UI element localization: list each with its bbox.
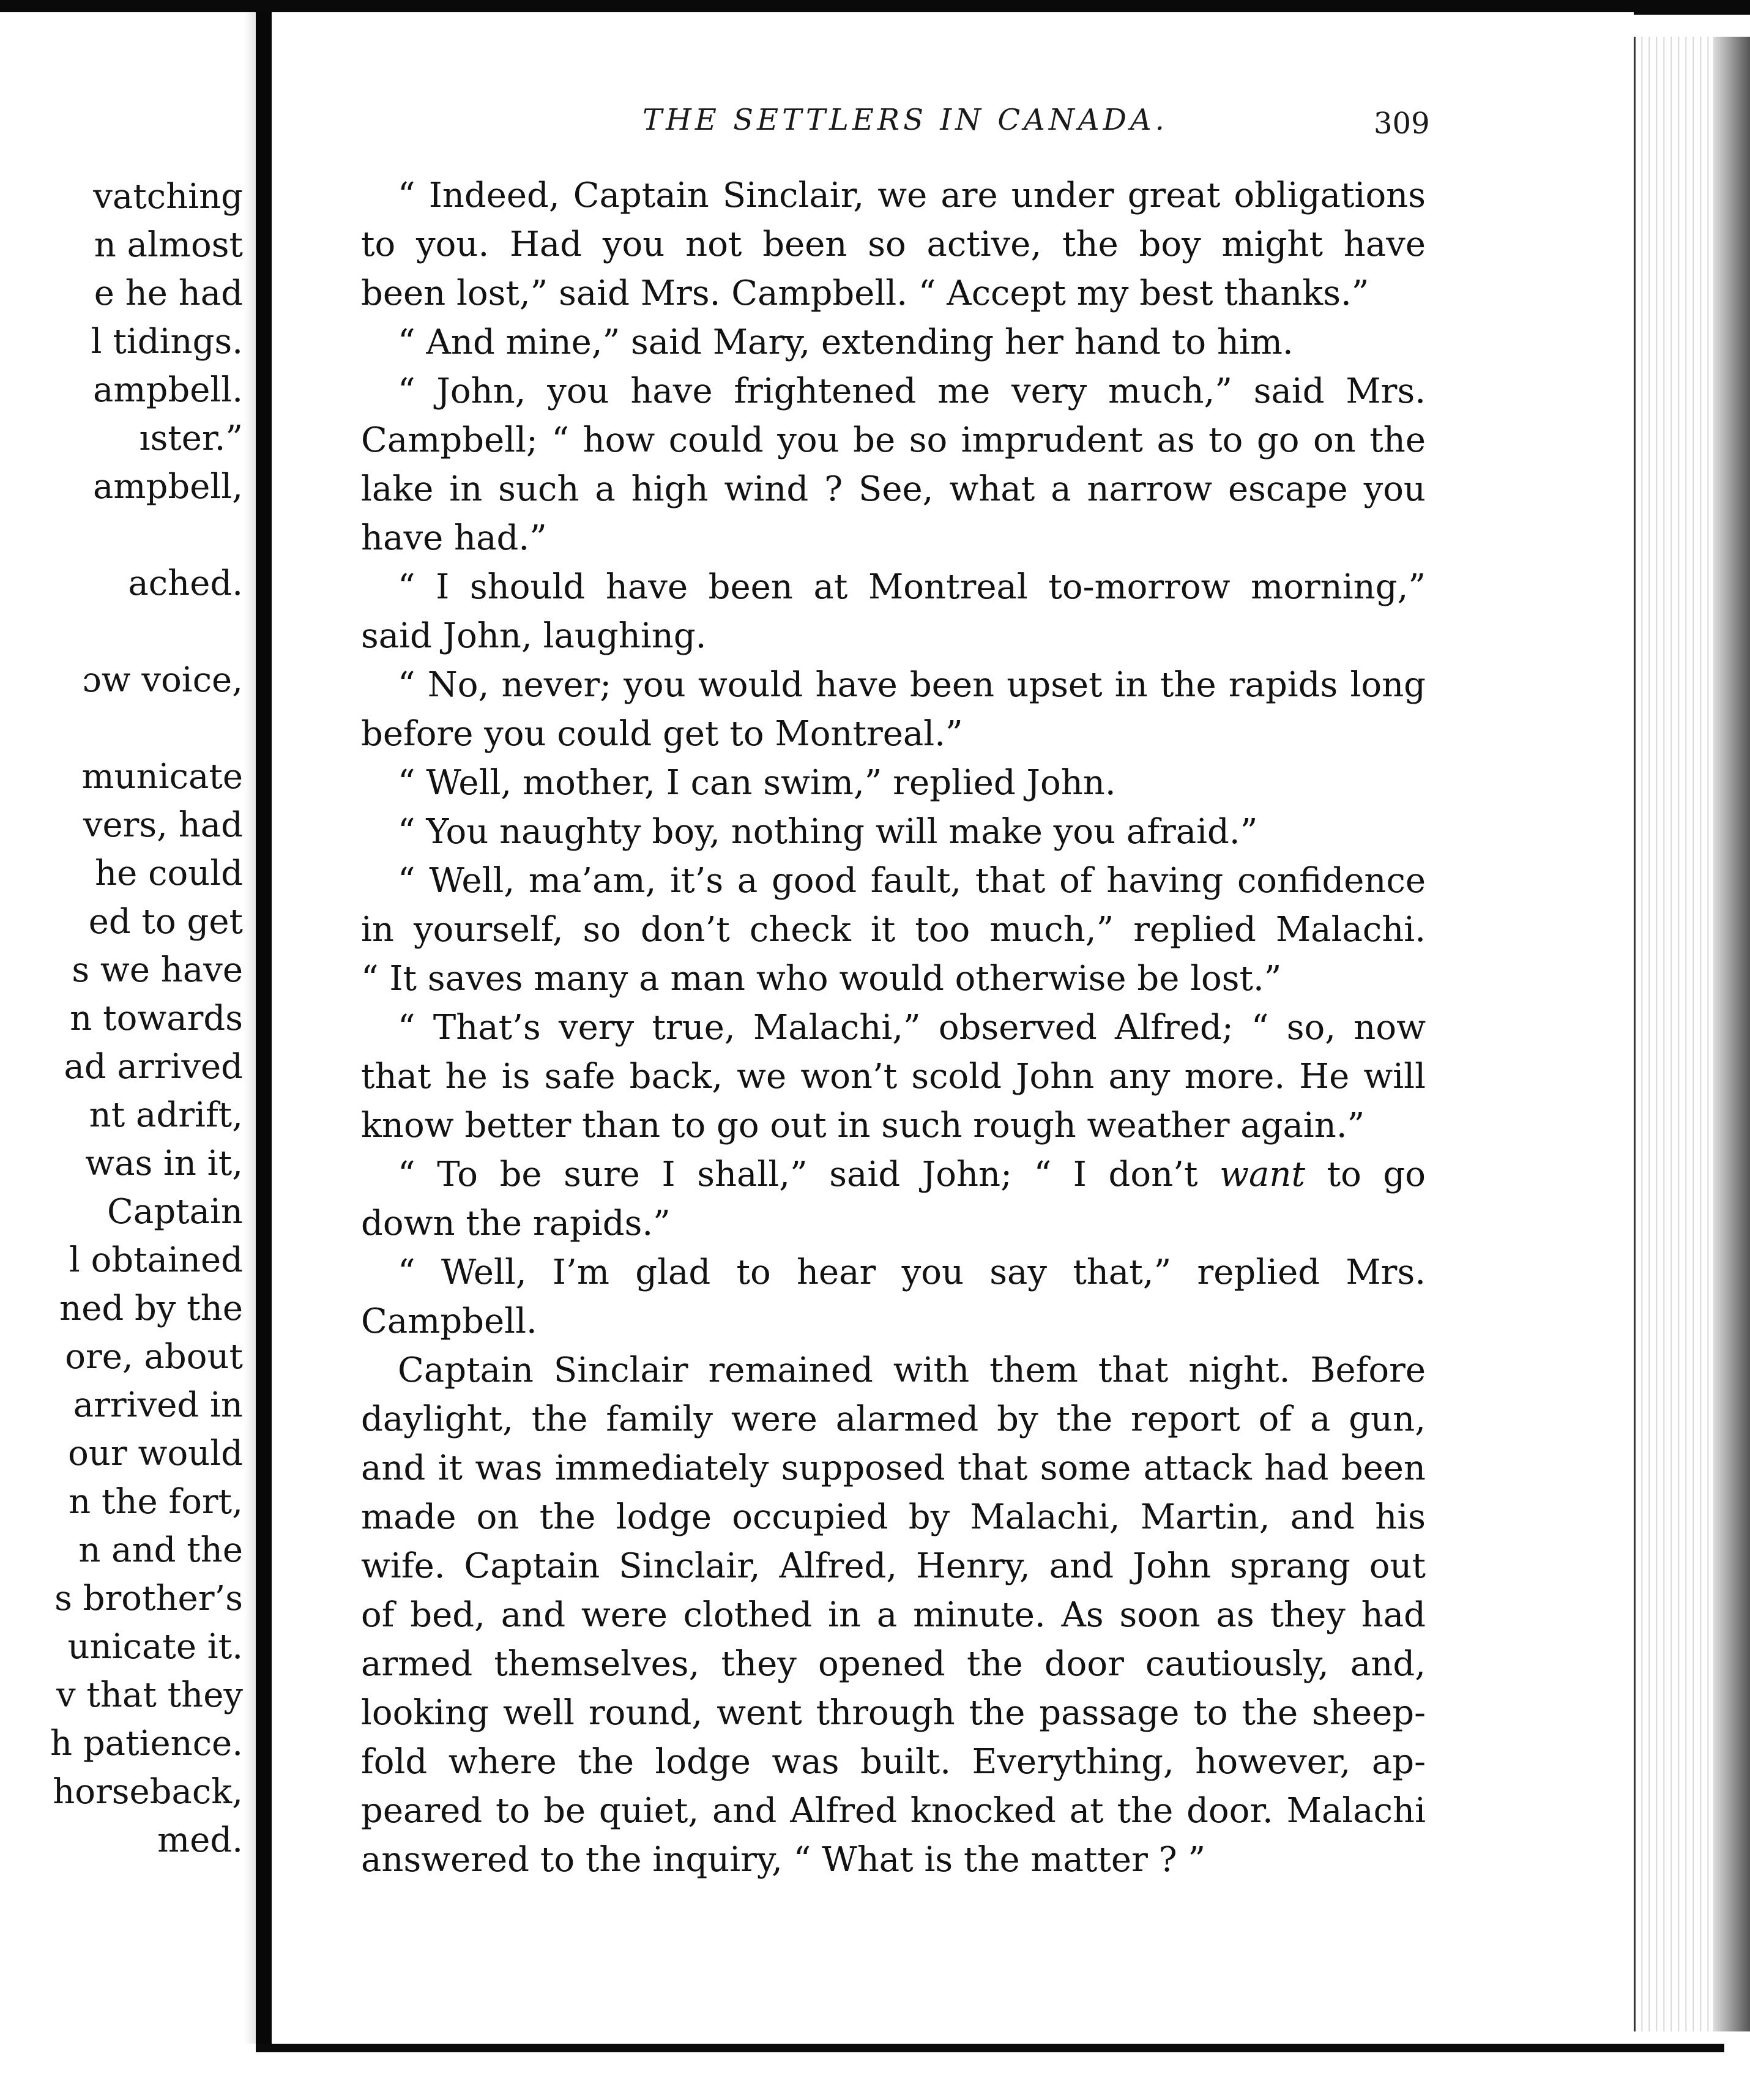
left-page-line: l obtained xyxy=(69,1240,243,1280)
text-line: before you could get to Montreal.” xyxy=(361,714,963,754)
text-line xyxy=(361,1150,1426,1199)
book-bottom-edge xyxy=(256,2044,1724,2052)
left-page-line: ampbell. xyxy=(93,370,243,410)
page-number: 309 xyxy=(1374,106,1430,141)
left-page-line: municate xyxy=(81,757,243,797)
left-page-line: ıster.” xyxy=(139,419,243,458)
text-line: been lost,” said Mrs. Campbell. “ Accept my best thanks.” xyxy=(361,274,1369,313)
left-page-line: n almost xyxy=(94,225,243,265)
text-line: wife. Captain Sinclair, Alfred, Henry, and John sprang out xyxy=(361,1546,1426,1586)
page-edges-shadow xyxy=(1713,37,1750,2031)
text-line: “ John, you have frightened me very much,” said Mrs. xyxy=(398,371,1426,411)
left-page-line: ampbell, xyxy=(93,467,243,507)
left-page-line: l tidings. xyxy=(91,322,243,362)
left-page-line: e he had xyxy=(94,274,243,313)
left-page-line: h patience. xyxy=(50,1724,243,1763)
text-line: fold where the lodge was built. Everything, however, ap- xyxy=(361,1742,1426,1782)
left-page-line: n towards xyxy=(70,999,243,1038)
left-page-line: vatching xyxy=(93,177,243,217)
text-line: in yourself, so don’t check it too much,” replied Malachi. xyxy=(361,910,1426,950)
left-page-line: n the fort, xyxy=(69,1482,243,1522)
left-page-line: s we have xyxy=(72,950,243,990)
left-page-line: vers, had xyxy=(83,805,243,845)
left-page-shadow xyxy=(244,12,256,2044)
left-page-line: ore, about xyxy=(65,1337,243,1377)
left-page-line: our would xyxy=(68,1434,243,1473)
text-run: “ To be sure I shall,” said John; “ I don’t xyxy=(398,1155,1220,1194)
left-page-line: s brother’s xyxy=(54,1579,243,1618)
text-line: “ No, never; you would have been upset in the rapids long xyxy=(398,665,1426,705)
text-line: Campbell. xyxy=(361,1301,537,1341)
left-page-line: was in it, xyxy=(85,1144,243,1183)
text-line: “ And mine,” said Mary, extending her hand to him. xyxy=(398,322,1294,362)
text-line: Campbell; “ how could you be so imprudent as to go on the xyxy=(361,420,1426,460)
text-line: “ I should have been at Montreal to-morrow morning,” xyxy=(398,567,1426,607)
text-line: looking well round, went through the passage to the sheep- xyxy=(361,1693,1426,1733)
text-line: Captain Sinclair remained with them that night. Before xyxy=(398,1350,1426,1390)
body-text xyxy=(361,171,1426,1885)
text-line: “ You naughty boy, nothing will make you afraid.” xyxy=(398,812,1258,852)
text-line: of bed, and were clothed in a minute. As soon as they had xyxy=(361,1595,1426,1635)
text-line: said John, laughing. xyxy=(361,616,707,656)
text-line: peared to be quiet, and Alfred knocked at the door. Malachi xyxy=(361,1791,1426,1831)
left-page-line: nt adrift, xyxy=(89,1095,243,1135)
text-line: and it was immediately supposed that some attack had been xyxy=(361,1448,1426,1488)
left-page-line: ned by the xyxy=(59,1289,243,1328)
text-line: “ Well, ma’am, it’s a good fault, that of having confidence xyxy=(398,861,1426,901)
text-run: to go xyxy=(1305,1155,1426,1194)
left-page-line: he could xyxy=(95,854,243,893)
text-line: lake in such a high wind ? See, what a narrow escape you xyxy=(361,469,1426,509)
left-page-line: ached. xyxy=(128,564,243,603)
left-page-line: horseback, xyxy=(53,1772,243,1812)
text-line: “ Well, I’m glad to hear you say that,” replied Mrs. xyxy=(398,1253,1426,1292)
left-page-line: ɔw voice, xyxy=(82,660,243,700)
text-line: armed themselves, they opened the door cautiously, and, xyxy=(361,1644,1426,1684)
text-line: answered to the inquiry, “ What is the matter ? ” xyxy=(361,1840,1206,1880)
text-line: have had.” xyxy=(361,518,547,558)
text-line: “ It saves many a man who would otherwise be lost.” xyxy=(361,959,1282,999)
book-gutter xyxy=(256,12,272,2050)
left-page-line: arrived in xyxy=(73,1385,243,1425)
text-line: “ That’s very true, Malachi,” observed Alfred; “ so, now xyxy=(398,1008,1426,1048)
italic-emphasis: want xyxy=(1219,1155,1305,1194)
left-page-line: n and the xyxy=(78,1530,243,1570)
text-line: “ Well, mother, I can swim,” replied John. xyxy=(398,763,1116,803)
text-line: made on the lodge occupied by Malachi, Martin, and his xyxy=(361,1497,1426,1537)
left-page-line: ed to get xyxy=(88,902,243,942)
text-line: know better than to go out in such rough weather again.” xyxy=(361,1106,1365,1145)
text-line: “ Indeed, Captain Sinclair, we are under great obligations xyxy=(398,176,1426,215)
left-page-line: unicate it. xyxy=(67,1627,243,1667)
left-page-line: v that they xyxy=(56,1675,243,1715)
text-line: that he is safe back, we won’t scold John any more. He will xyxy=(361,1057,1426,1097)
left-page-line: Captain xyxy=(107,1192,243,1232)
left-facing-page xyxy=(0,12,254,2044)
text-line: daylight, the family were alarmed by the report of a gun, xyxy=(361,1399,1426,1439)
text-line: to you. Had you not been so active, the boy might have xyxy=(361,225,1426,264)
running-head: THE SETTLERS IN CANADA. xyxy=(642,103,1168,137)
left-page-line: med. xyxy=(157,1820,243,1860)
left-page-line: ad arrived xyxy=(64,1047,243,1087)
text-line: down the rapids.” xyxy=(361,1204,671,1243)
